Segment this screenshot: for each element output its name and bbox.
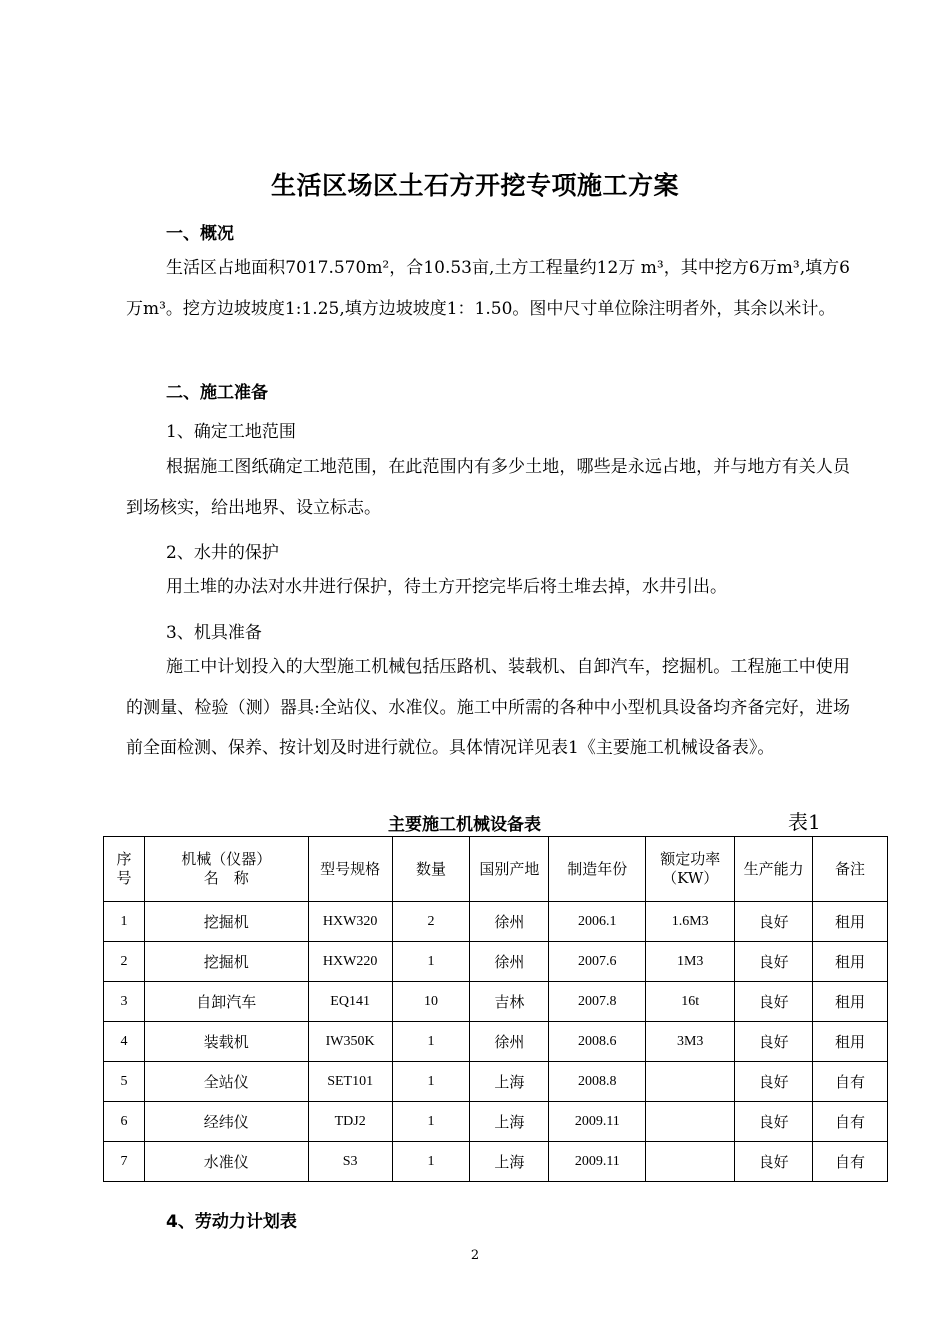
cell-capacity: 良好 (735, 1102, 813, 1142)
site-scope-paragraph: 根据施工图纸确定工地范围，在此范围内有多少土地，哪些是永远占地，并与地方有关人员到场核实，给出地界、设立标志。 (126, 457, 850, 518)
cell-model: IW350K (308, 1022, 392, 1062)
cell-power: 16t (646, 982, 735, 1022)
cell-note: 自有 (813, 1062, 888, 1102)
cell-seq: 7 (104, 1142, 145, 1182)
table-row (104, 942, 888, 982)
header-seq: 序 号 (104, 837, 145, 902)
cell-model: SET101 (308, 1062, 392, 1102)
cell-capacity: 良好 (735, 942, 813, 982)
cell-note: 租用 (813, 1022, 888, 1062)
cell-origin: 徐州 (470, 1022, 549, 1062)
cell-seq: 1 (104, 902, 145, 942)
table-row (104, 1062, 888, 1102)
cell-seq: 4 (104, 1022, 145, 1062)
page-number: 2 (470, 1248, 480, 1263)
cell-name: 水准仪 (144, 1142, 308, 1182)
cell-note: 自有 (813, 1102, 888, 1142)
table-row (104, 1142, 888, 1182)
cell-capacity: 良好 (735, 1142, 813, 1182)
cell-capacity: 良好 (735, 1062, 813, 1102)
cell-seq: 2 (104, 942, 145, 982)
cell-capacity: 良好 (735, 1022, 813, 1062)
subheading-labor-plan: 4、劳动力计划表 (166, 1212, 297, 1232)
cell-model: HXW220 (308, 942, 392, 982)
table-row (104, 1102, 888, 1142)
cell-name: 自卸汽车 (144, 982, 308, 1022)
cell-qty: 1 (392, 1102, 470, 1142)
equipment-paragraph: 施工中计划投入的大型施工机械包括压路机、装载机、自卸汽车，挖掘机。工程施工中使用的测量、检验（测）器具:全站仪、水准仪。施工中所需的各种中小型机具设备均齐备完好，进场前全面检测、保养、按计划及时进行就位。具体情况详见表1《主要施工机械设备表》。 (126, 657, 850, 758)
cell-seq: 3 (104, 982, 145, 1022)
cell-year: 2007.6 (549, 942, 646, 982)
cell-name: 装载机 (144, 1022, 308, 1062)
cell-power: 1M3 (646, 942, 735, 982)
subheading-equipment: 3、机具准备 (166, 623, 262, 643)
cell-power (646, 1062, 735, 1102)
cell-qty: 1 (392, 1022, 470, 1062)
cell-model: S3 (308, 1142, 392, 1182)
cell-origin: 徐州 (470, 942, 549, 982)
cell-power (646, 1142, 735, 1182)
cell-seq: 6 (104, 1102, 145, 1142)
cell-year: 2008.6 (549, 1022, 646, 1062)
cell-year: 2009.11 (549, 1142, 646, 1182)
table-row (104, 982, 888, 1022)
table-row (104, 902, 888, 942)
well-protection-paragraph: 用土堆的办法对水井进行保护，待土方开挖完毕后将土堆去掉，水井引出。 (166, 577, 727, 597)
cell-origin: 上海 (470, 1102, 549, 1142)
cell-seq: 5 (104, 1062, 145, 1102)
cell-model: HXW320 (308, 902, 392, 942)
cell-power: 3M3 (646, 1022, 735, 1062)
cell-year: 2007.8 (549, 982, 646, 1022)
cell-capacity: 良好 (735, 902, 813, 942)
table-number: 表1 (788, 810, 821, 834)
cell-qty: 2 (392, 902, 470, 942)
cell-model: EQ141 (308, 982, 392, 1022)
cell-qty: 1 (392, 1062, 470, 1102)
header-model: 型号规格 (308, 837, 392, 902)
cell-model: TDJ2 (308, 1102, 392, 1142)
cell-capacity: 良好 (735, 982, 813, 1022)
cell-qty: 1 (392, 1142, 470, 1182)
cell-origin: 上海 (470, 1142, 549, 1182)
cell-origin: 吉林 (470, 982, 549, 1022)
document-title: 生活区场区土石方开挖专项施工方案 (270, 171, 679, 200)
cell-name: 经纬仪 (144, 1102, 308, 1142)
header-qty: 数量 (392, 837, 470, 902)
cell-year: 2008.8 (549, 1062, 646, 1102)
header-year: 制造年份 (549, 837, 646, 902)
cell-year: 2009.11 (549, 1102, 646, 1142)
table-row (104, 1022, 888, 1062)
equipment-table (103, 836, 888, 1182)
subheading-well-protection: 2、水井的保护 (166, 543, 279, 563)
cell-name: 挖掘机 (144, 942, 308, 982)
cell-name: 挖掘机 (144, 902, 308, 942)
header-origin: 国别产地 (470, 837, 549, 902)
cell-note: 租用 (813, 902, 888, 942)
section-heading-overview: 一、概况 (166, 224, 234, 244)
header-note: 备注 (813, 837, 888, 902)
overview-paragraph: 生活区占地面积7017.570m²，合10.53亩,土方工程量约12万 m³，其中挖方6万m³,填方6万m³。挖方边坡坡度1:1.25,填方边坡坡度1：1.50。图中尺寸单位除注明者外，其余以米计。 (126, 258, 850, 319)
cell-power: 1.6M3 (646, 902, 735, 942)
header-name: 机械（仪器） 名 称 (144, 837, 308, 902)
cell-origin: 上海 (470, 1062, 549, 1102)
cell-qty: 1 (392, 942, 470, 982)
header-power: 额定功率 （KW） (646, 837, 735, 902)
section-heading-preparation: 二、施工准备 (166, 383, 268, 403)
cell-note: 租用 (813, 942, 888, 982)
table-caption: 主要施工机械设备表 (388, 815, 541, 835)
cell-note: 自有 (813, 1142, 888, 1182)
cell-power (646, 1102, 735, 1142)
cell-name: 全站仪 (144, 1062, 308, 1102)
cell-year: 2006.1 (549, 902, 646, 942)
cell-origin: 徐州 (470, 902, 549, 942)
cell-qty: 10 (392, 982, 470, 1022)
subheading-site-scope: 1、确定工地范围 (166, 422, 296, 442)
cell-note: 租用 (813, 982, 888, 1022)
table-header-row (104, 837, 888, 902)
header-capacity: 生产能力 (735, 837, 813, 902)
